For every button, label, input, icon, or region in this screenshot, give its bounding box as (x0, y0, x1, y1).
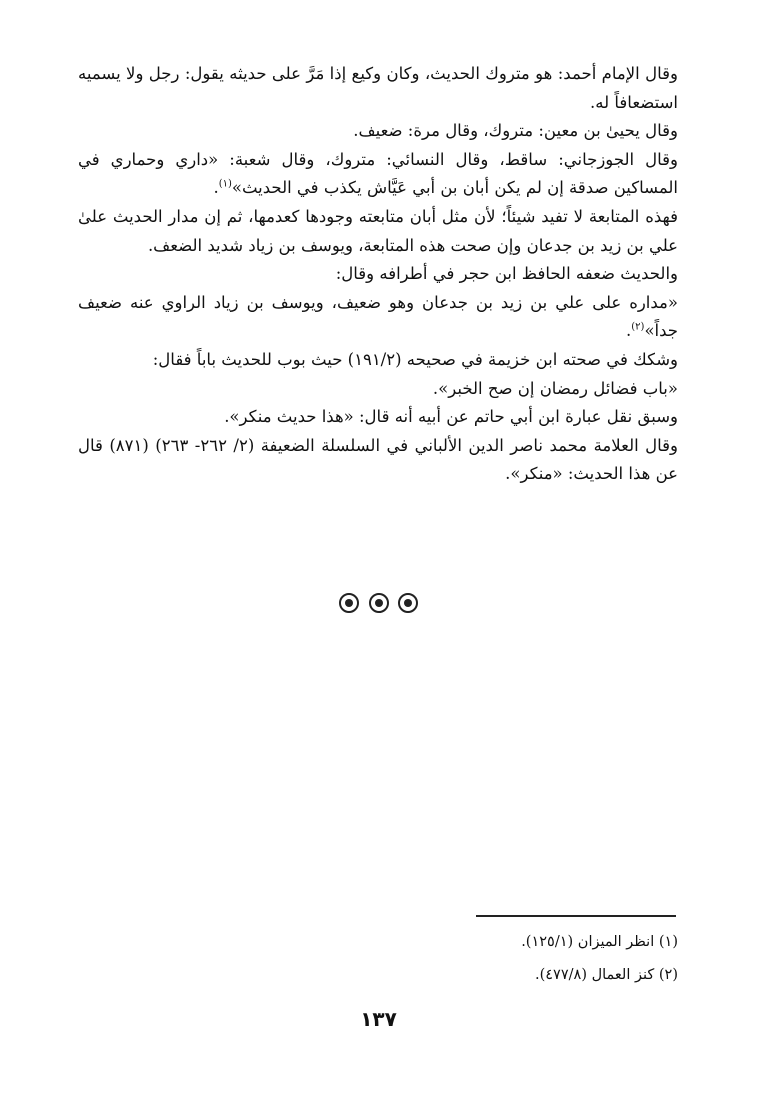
quote-madaruhu-text: «مداره على علي بن زيد بن جدعان وهو ضعيف، ويوسف بن زياد الراوي عنه ضعيف جداً» (78, 292, 678, 341)
footnotes (78, 926, 678, 992)
section-divider-ornaments (0, 592, 757, 613)
paragraph-mutabaa: فهذه المتابعة لا تفيد شيئاً؛ لأن مثل أبان متابعته وجودها كعدمها، ثم إن مدار الحديث علىٰ علي بن زيد بن جدعان وإن صحت هذه المتابعة، ويوسف بن زياد شديد الضعف. (78, 206, 678, 255)
footnote-1-marker: (١) (658, 934, 678, 950)
paragraph-ibn-hajar: والحديث ضعفه الحافظ ابن حجر في أطرافه وقال: (335, 264, 678, 284)
main-text (78, 60, 678, 489)
sentence-end: . (213, 178, 219, 198)
paragraph-ahmad: وقال الإمام أحمد: هو متروك الحديث، وكان وكيع إذا مَرَّ على حديثه يقول: رجل ولا يسميه استضعافاً له. (78, 64, 678, 112)
footnote-separator (476, 915, 676, 917)
sentence-end: . (626, 321, 632, 341)
footnote-ref-2: (٢) (631, 321, 645, 333)
ornament-icon (398, 593, 418, 613)
page-number: ١٣٧ (360, 1007, 397, 1031)
paragraph-jawzajani-text: وقال الجوزجاني: ساقط، وقال النسائي: متروك، وقال شعبة: «داري وحماري في المساكين صدقة إن لم يكن أبان بن أبي عَيَّاش يكذب في الحديث» (78, 149, 678, 198)
footnote-1-text: انظر الميزان (١٢٥/١). (521, 934, 655, 950)
paragraph-ibn-main: وقال يحيىٰ بن معين: متروك، وقال مرة: ضعيف. (353, 121, 678, 141)
ornament-icon (339, 593, 359, 613)
ornament-icon (369, 593, 389, 613)
paragraph-ibn-khuzayma: وشكك في صحته ابن خزيمة في صحيحه (١٩١/٢) حيث بوب للحديث باباً فقال: (152, 349, 678, 369)
footnote-2 (78, 959, 678, 992)
paragraph-albani: وقال العلامة محمد ناصر الدين الألباني في السلسلة الضعيفة (٢/ ٢٦٢- ٢٦٣) (٨٧١) قال عن هذا الحديث: «منكر». (78, 435, 678, 484)
footnote-2-marker: (٢) (658, 967, 678, 983)
quote-bab: «باب فضائل رمضان إن صح الخبر». (432, 378, 678, 398)
footnote-ref-1: (١) (218, 178, 232, 190)
footnote-1 (78, 926, 678, 959)
paragraph-jawzajani (78, 146, 678, 203)
quote-madaruhu (78, 289, 678, 346)
paragraph-abi-hatim: وسبق نقل عبارة ابن أبي حاتم عن أبيه أنه قال: «هذا حديث منكر». (224, 407, 678, 427)
footnote-2-text: كنز العمال (٤٧٧/٨). (534, 967, 655, 983)
